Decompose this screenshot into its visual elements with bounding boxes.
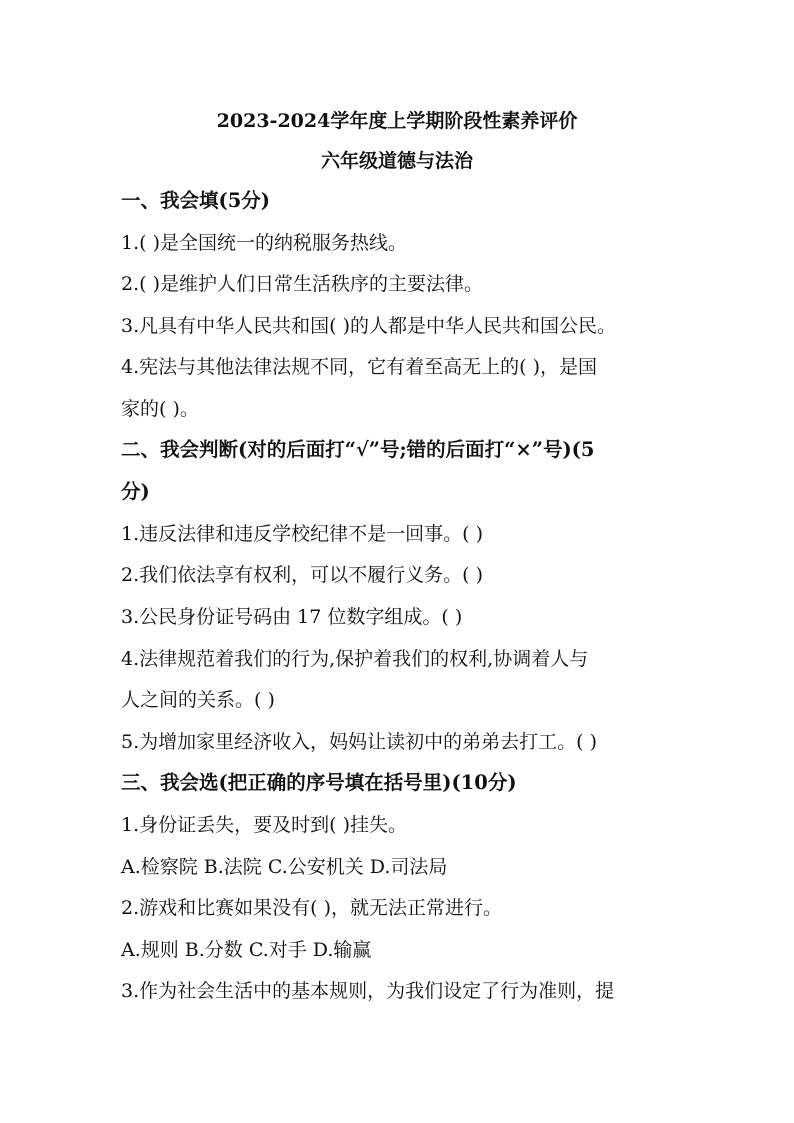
- exam-subtitle: 六年级道德与法治: [320, 150, 473, 172]
- section-2-item-1: 1.违反法律和违反学校纪律不是一回事。( ): [121, 523, 483, 545]
- section-3-heading: 三、我会选(把正确的序号填在括号里)(10分): [121, 771, 517, 794]
- section-1-item-4: 4.宪法与其他法律法规不同，它有着至高无上的( )，是国: [121, 356, 597, 378]
- section-2-item-5: 5.为增加家里经济收入，妈妈让读初中的弟弟去打工。( ): [121, 731, 597, 753]
- section-3-item-2-options: A.规则 B.分数 C.对手 D.输赢: [121, 939, 372, 961]
- section-1-item-1: 1.( )是全国统一的纳税服务热线。: [121, 232, 407, 254]
- section-2-heading-cont: 分): [121, 480, 150, 503]
- section-3-item-2: 2.游戏和比赛如果没有( )，就无法正常进行。: [121, 897, 502, 919]
- section-2-item-4-cont: 人之间的关系。( ): [121, 689, 275, 711]
- section-2-item-2: 2.我们依法享有权利，可以不履行义务。( ): [121, 564, 483, 586]
- section-1-item-3: 3.凡具有中华人民共和国( )的人都是中华人民共和国公民。: [121, 315, 616, 337]
- section-3-item-1-options: A.检察院 B.法院 C.公安机关 D.司法局: [121, 856, 448, 878]
- section-1-heading: 一、我会填(5分): [121, 189, 271, 212]
- section-2-heading: 二、我会判断(对的后面打“√”号;错的后面打“×”号)(5: [121, 438, 595, 461]
- section-1-item-2: 2.( )是维护人们日常生活秩序的主要法律。: [121, 273, 483, 295]
- exam-title: 2023-2024学年度上学期阶段性素养评价: [216, 110, 578, 132]
- section-3-item-1: 1.身份证丢失，要及时到( )挂失。: [121, 814, 407, 836]
- section-2-item-3: 3.公民身份证号码由 17 位数字组成。( ): [121, 606, 463, 628]
- section-3-item-3: 3.作为社会生活中的基本规则，为我们设定了行为准则，提: [121, 980, 615, 1002]
- section-1-item-4-cont: 家的( )。: [121, 398, 199, 420]
- section-2-item-4: 4.法律规范着我们的行为,保护着我们的权利,协调着人与: [121, 648, 589, 670]
